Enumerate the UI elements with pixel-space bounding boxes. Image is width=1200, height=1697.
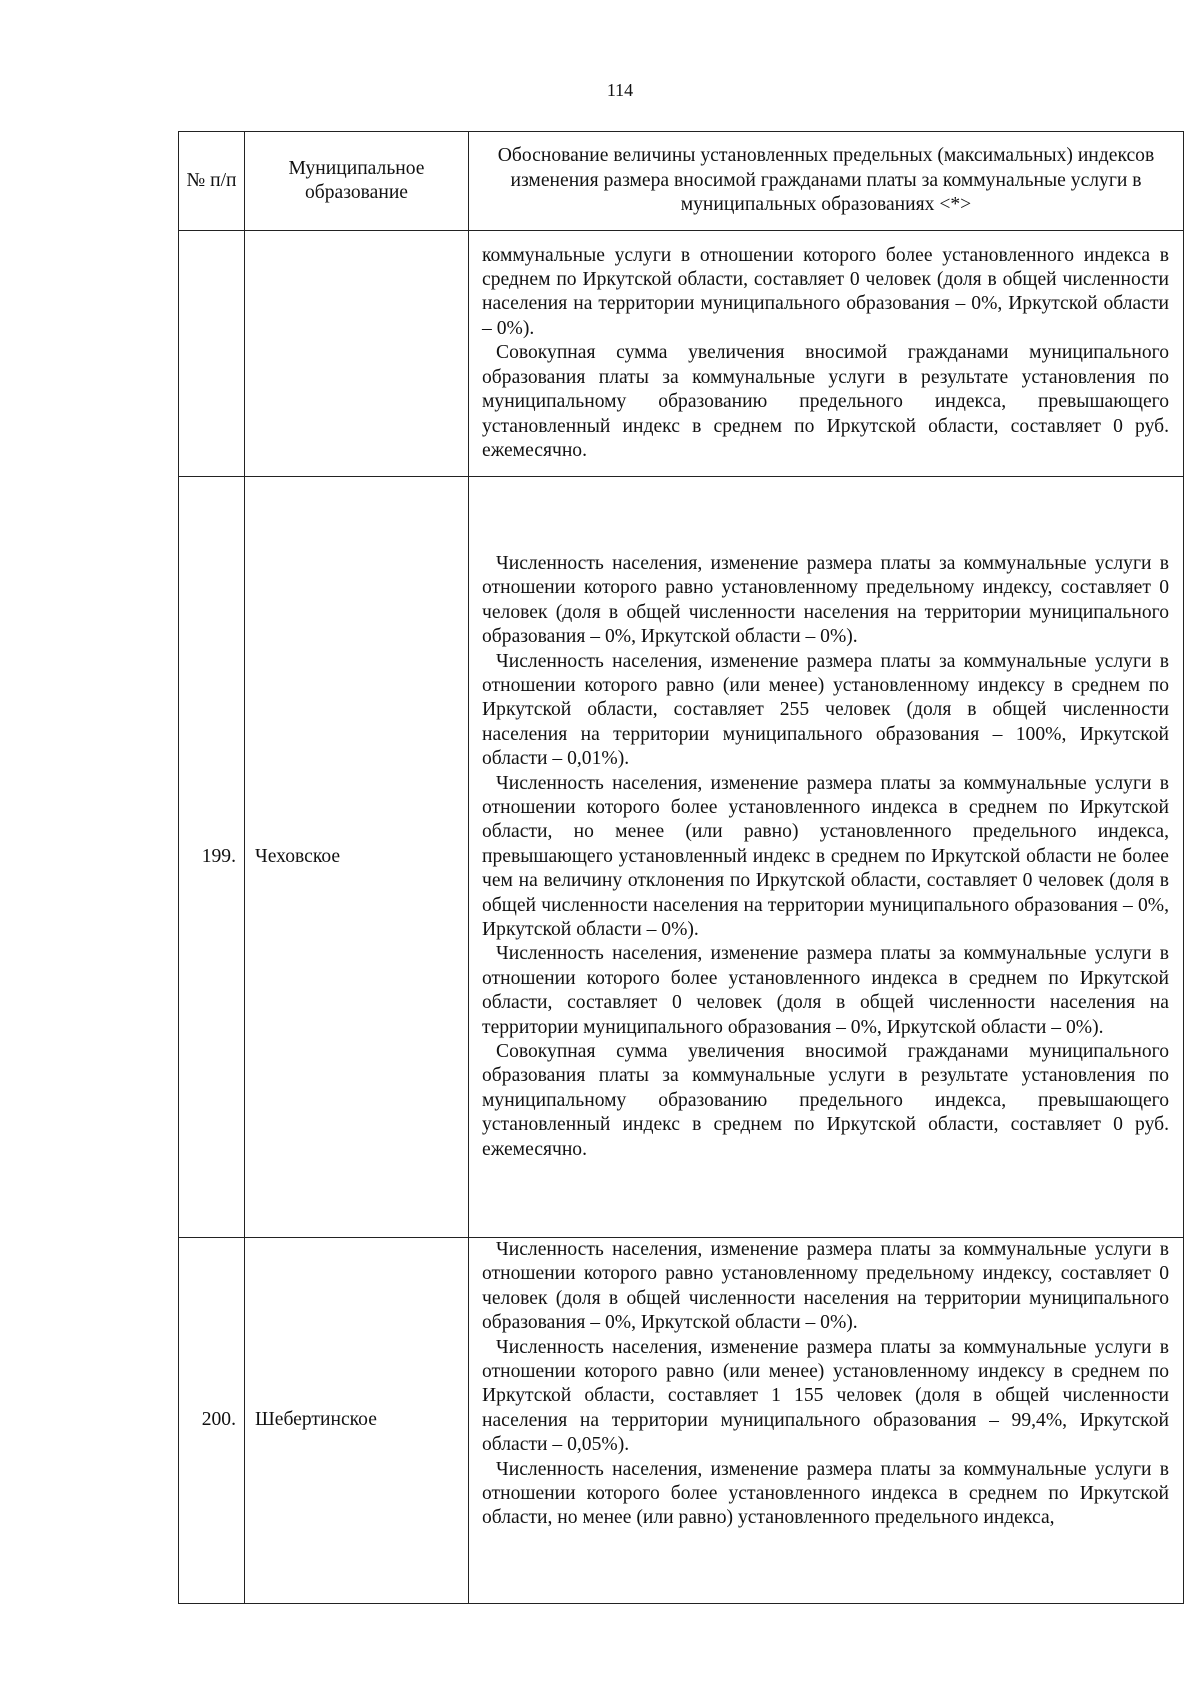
tariff-index-table: [178, 131, 1184, 1604]
justification-paragraph: Совокупная сумма увеличения вносимой гражданами муниципального образования платы за коммунальные услуги в результате установления по муниципальному образованию предельного индекса, превышающего установленный индекс в среднем по Иркутской области, составляет 0 руб. ежемесячно.: [482, 342, 1169, 461]
justification-paragraph: Численность населения, изменение размера платы за коммунальные услуги в отношении которого равно установленному предельному индексу, составляет 0 человек (доля в общей численности населения на территории муниципального образования – 0%, Иркутской области – 0%).: [482, 1239, 1169, 1334]
row-number: 199.: [179, 477, 245, 1238]
row-number: [179, 231, 245, 477]
justification-paragraph: Численность населения, изменение размера платы за коммунальные услуги в отношении которого равно (или менее) установленному индексу в среднем по Иркутской области, составляет 1 155 человек (доля в общей численности населения на территории муниципального образования – 99,4%, Иркутской области – 0,05%).: [482, 1336, 1169, 1456]
header-justification: Обоснование величины установленных предельных (максимальных) индексов изменения размера вносимой гражданами платы за коммунальные услуги в муниципальных образованиях <*>: [469, 132, 1184, 231]
table-row: [179, 1238, 1184, 1604]
table-row: [179, 231, 1184, 477]
justification-cell: [469, 1238, 1184, 1604]
municipality-name: Шебертинское: [245, 1238, 469, 1604]
justification-paragraph: Численность населения, изменение размера платы за коммунальные услуги в отношении которого более установленного индекса в среднем по Иркутской области, но менее (или равно) установленного предельного индекса,: [482, 1458, 1169, 1529]
row-number: 200.: [179, 1238, 245, 1604]
municipality-name: [245, 231, 469, 477]
table-header-row: [179, 132, 1184, 231]
justification-cell: [469, 231, 1184, 477]
justification-paragraph: коммунальные услуги в отношении которого более установленного индекса в среднем по Иркутской области, составляет 0 человек (доля в общей численности населения на территории муниципального образования – 0%, Иркутской области – 0%).: [482, 244, 1169, 339]
table-row: [179, 477, 1184, 1238]
header-municipality: Муниципальное образование: [245, 132, 469, 231]
header-num: № п/п: [179, 132, 245, 231]
justification-paragraph: Численность населения, изменение размера платы за коммунальные услуги в отношении которого равно установленному предельному индексу, составляет 0 человек (доля в общей численности населения на территории муниципального образования – 0%, Иркутской области – 0%).: [482, 552, 1169, 648]
justification-paragraph: Численность населения, изменение размера платы за коммунальные услуги в отношении которого равно (или менее) установленному индексу в среднем по Иркутской области, составляет 255 человек (доля в общей численности населения на территории муниципального образования – 100%, Иркутской области – 0,01%).: [482, 650, 1169, 770]
justification-paragraph: Численность населения, изменение размера платы за коммунальные услуги в отношении которого более установленного индекса в среднем по Иркутской области, но менее (или равно) установленного предельного индекса, превышающего установленный индекс в среднем по Иркутской области не более чем на величину отклонения по Иркутской области, составляет 0 человек (доля в общей численности населения на территории муниципального образования – 0%, Иркутской области – 0%).: [482, 772, 1169, 941]
justification-cell: [469, 477, 1184, 1238]
justification-paragraph: Совокупная сумма увеличения вносимой гражданами муниципального образования платы за коммунальные услуги в результате установления по муниципальному образованию предельного индекса, превышающего установленный индекс в среднем по Иркутской области, составляет 0 руб. ежемесячно.: [482, 1041, 1169, 1160]
page-number: 114: [606, 80, 634, 100]
justification-paragraph: Численность населения, изменение размера платы за коммунальные услуги в отношении которого более установленного индекса в среднем по Иркутской области, составляет 0 человек (доля в общей численности населения на территории муниципального образования – 0%, Иркутской области – 0%).: [482, 943, 1169, 1038]
municipality-name: Чеховское: [245, 477, 469, 1238]
